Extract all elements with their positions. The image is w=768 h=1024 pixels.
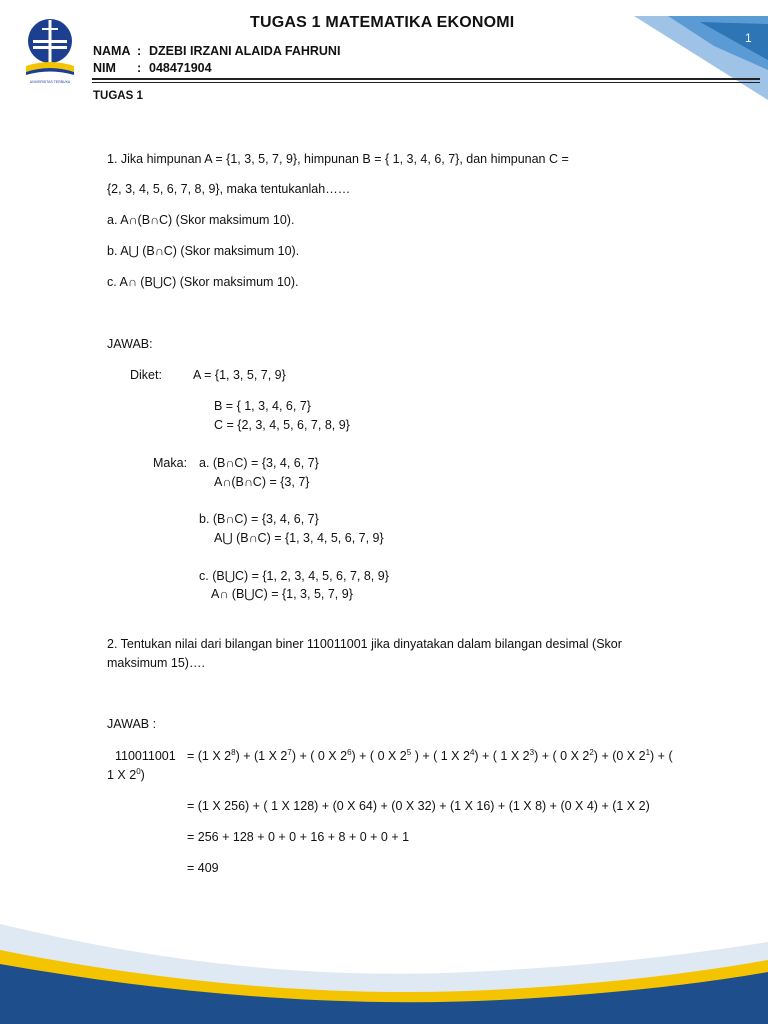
a2-term-exp: 5 bbox=[406, 748, 412, 757]
a2-jawab: JAWAB : bbox=[107, 717, 157, 731]
a2-step2: = (1 X 256) + ( 1 X 128) + (0 X 64) + (0 X 32) + (1 X 16) + (1 X 8) + (0 X 4) + (1 X 2) bbox=[187, 799, 650, 813]
a1-set-b: B = { 1, 3, 4, 6, 7} bbox=[214, 399, 311, 413]
a2-term-close: ) bbox=[351, 749, 356, 763]
a2-term-exp: 7 bbox=[287, 748, 292, 757]
nim-value: 048471904 bbox=[149, 61, 212, 75]
a2-term-exp: 4 bbox=[469, 748, 475, 757]
q1-part-c: c. A∩ (B⋃C) (Skor maksimum 10). bbox=[107, 275, 299, 289]
section-label: TUGAS 1 bbox=[93, 90, 143, 102]
q1-prompt-line2: {2, 3, 4, 5, 6, 7, 8, 9}, maka tentukanlah…… bbox=[107, 182, 351, 196]
a2-term-close: ) bbox=[593, 749, 598, 763]
a2-cont-term: 1 X 2 bbox=[107, 768, 137, 782]
nim-separator: : bbox=[137, 61, 142, 75]
a2-term-close: ) bbox=[291, 749, 296, 763]
a1-a-step2: A∩(B∩C) = {3, 7} bbox=[214, 475, 310, 489]
a2-term-exp: 3 bbox=[529, 748, 535, 757]
a2-term-close: ) bbox=[411, 749, 419, 763]
a1-b-step1: b. (B∩C) = {3, 4, 6, 7} bbox=[199, 512, 319, 526]
a2-term: + ( 0 X 2 bbox=[355, 749, 407, 763]
a1-jawab: JAWAB: bbox=[107, 337, 153, 351]
a2-binary: 110011001 bbox=[115, 749, 176, 763]
a2-result: = 409 bbox=[187, 861, 219, 875]
nim-label: NIM bbox=[93, 61, 116, 75]
a2-term: + (0 X 2 bbox=[597, 749, 646, 763]
a1-maka-label: Maka: bbox=[153, 456, 188, 470]
a2-step3: = 256 + 128 + 0 + 0 + 16 + 8 + 0 + 0 + 1 bbox=[187, 830, 410, 844]
a2-trail: + ( bbox=[654, 749, 673, 763]
name-value: DZEBI IRZANI ALAIDA FAHRUNI bbox=[149, 44, 341, 58]
a1-a-step1: a. (B∩C) = {3, 4, 6, 7} bbox=[199, 456, 319, 470]
a2-term-exp: 6 bbox=[347, 748, 352, 757]
a2-term: + (1 X 2 bbox=[239, 749, 288, 763]
a2-term-close: ) bbox=[474, 749, 479, 763]
a2-expansion-line bbox=[187, 748, 673, 764]
header-rule-thin bbox=[92, 82, 760, 83]
university-logo bbox=[20, 14, 80, 90]
a2-term-close: ) bbox=[235, 749, 240, 763]
a2-term: = (1 X 2 bbox=[187, 749, 232, 763]
header-rule-thick bbox=[92, 78, 760, 80]
a2-term-close: ) bbox=[534, 749, 539, 763]
a2-term-exp: 1 bbox=[645, 748, 651, 757]
a2-term: + ( 0 X 2 bbox=[538, 749, 590, 763]
q1-part-b: b. A⋃ (B∩C) (Skor maksimum 10). bbox=[107, 244, 300, 258]
q1-part-a: a. A∩(B∩C) (Skor maksimum 10). bbox=[107, 213, 295, 227]
a2-term: + ( 1 X 2 bbox=[418, 749, 470, 763]
a1-diket-label: Diket: bbox=[130, 368, 162, 382]
a2-term-exp: 8 bbox=[231, 748, 236, 757]
a2-term-exp: 2 bbox=[589, 748, 594, 757]
q2-prompt-line2: maksimum 15)…. bbox=[107, 656, 205, 670]
page-number: 1 bbox=[745, 31, 752, 45]
a1-set-c: C = {2, 3, 4, 5, 6, 7, 8, 9} bbox=[214, 418, 350, 432]
a2-term-close: ) bbox=[650, 749, 655, 763]
q1-prompt-line1: 1. Jika himpunan A = {1, 3, 5, 7, 9}, himpunan B = { 1, 3, 4, 6, 7}, dan himpunan C = bbox=[107, 152, 569, 166]
name-separator: : bbox=[137, 44, 142, 58]
a1-set-a: A = {1, 3, 5, 7, 9} bbox=[193, 368, 286, 382]
footer-wave-decoration bbox=[0, 920, 768, 1024]
q2-prompt-line1: 2. Tentukan nilai dari bilangan biner 110011001 jika dinyatakan dalam bilangan desimal (Skor bbox=[107, 637, 622, 651]
a2-term: + ( 1 X 2 bbox=[478, 749, 530, 763]
logo-caption: UNIVERSITAS TERBUKA bbox=[29, 80, 71, 84]
a1-c-step2: A∩ (B⋃C) = {1, 3, 5, 7, 9} bbox=[211, 587, 353, 601]
header-corner-decoration bbox=[630, 0, 768, 110]
a1-b-step2: A⋃ (B∩C) = {1, 3, 4, 5, 6, 7, 9} bbox=[214, 531, 384, 545]
a2-term: + ( 0 X 2 bbox=[295, 749, 348, 763]
a1-c-step1: c. (B⋃C) = {1, 2, 3, 4, 5, 6, 7, 8, 9} bbox=[199, 569, 389, 583]
a2-cont-exp: 0 bbox=[136, 767, 141, 776]
name-label: NAMA bbox=[93, 44, 131, 58]
document-title: TUGAS 1 MATEMATIKA EKONOMI bbox=[250, 14, 515, 31]
a2-expansion-continuation bbox=[107, 767, 145, 783]
a2-cont-close: ) bbox=[140, 768, 145, 782]
